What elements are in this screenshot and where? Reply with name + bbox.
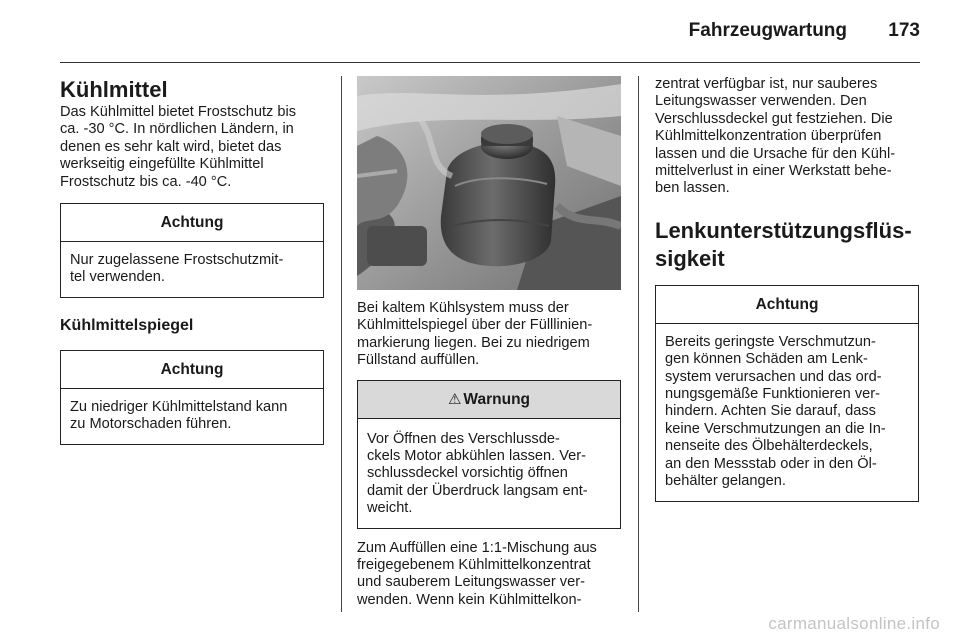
text-line: gen können Schäden am Lenk- — [665, 351, 868, 368]
warning-box — [357, 380, 621, 529]
coolant-reservoir-photo — [357, 76, 621, 290]
page-header — [0, 20, 920, 46]
caution-box-level — [60, 350, 324, 445]
text-line: zentrat verfügbar ist, nur sauberes — [655, 76, 878, 92]
text-line: Bei kaltem Kühlsystem muss der — [357, 300, 569, 316]
text-line: Füllstand auffüllen. — [357, 352, 480, 369]
power-steering-heading — [655, 217, 919, 273]
text-line: behälter gelangen. — [665, 473, 786, 490]
warning-title-bar — [358, 381, 620, 419]
text-line: Zum Auffüllen eine 1:1-Mischung aus — [357, 539, 597, 556]
text-line: an den Messstab oder in den Öl- — [665, 455, 877, 472]
text-line: markierung liegen. Bei zu niedrigem — [357, 334, 590, 351]
column-divider — [638, 76, 639, 612]
text-line: Vor Öffnen des Verschlussde- — [367, 430, 560, 447]
refill-text — [357, 540, 621, 610]
warning-triangle-icon: ⚠ — [447, 390, 462, 408]
text-line: damit der Überdruck langsam ent- — [367, 482, 588, 499]
caution-title: Achtung — [61, 351, 323, 389]
caution-title: Achtung — [656, 286, 918, 324]
text-line: nenseite des Ölbehälterdeckels, — [665, 438, 873, 455]
refill-text-continued — [655, 76, 919, 198]
text-line: Bereits geringste Verschmutzun- — [665, 333, 876, 350]
text-line: Das Kühlmittel bietet Frostschutz bis — [60, 104, 297, 120]
column-1 — [60, 76, 324, 445]
text-line: nungsgemäße Funktionieren ver- — [665, 386, 880, 403]
text-line: tel verwenden. — [70, 269, 165, 286]
text-line: weicht. — [367, 500, 413, 517]
text-line: denen es sehr kalt wird, bietet das — [60, 138, 282, 155]
caution-box-antifreeze — [60, 203, 324, 298]
caution-text — [656, 324, 918, 501]
text-line: keine Verschmutzungen an die In- — [665, 420, 886, 437]
coolant-level-text — [357, 300, 621, 370]
text-line: werkseitig eingefüllte Kühlmittel — [60, 156, 264, 173]
text-line: mittelverlust in einer Werkstatt behe- — [655, 163, 892, 180]
text-line: Frostschutz bis ca. -40 °C. — [60, 173, 232, 190]
text-line: Verschlussdeckel gut festziehen. Die — [655, 110, 893, 127]
column-3 — [655, 76, 919, 502]
text-line: ckels Motor abkühlen lassen. Ver- — [367, 448, 587, 465]
caution-text — [61, 242, 323, 297]
coolant-heading: Kühlmittel — [60, 77, 168, 102]
text-line: ben lassen. — [655, 180, 730, 197]
text-line: Nur zugelassene Frostschutzmit- — [70, 252, 284, 269]
text-line: lassen und die Ursache für den Kühl- — [655, 145, 896, 162]
coolant-level-subheading: Kühlmittelspiegel — [60, 316, 194, 334]
heading-line: sigkeit — [655, 245, 725, 271]
page-number: 173 — [888, 20, 920, 41]
warning-text — [358, 419, 620, 528]
section-title: Fahrzeugwartung — [688, 20, 848, 41]
text-line: und sauberem Leitungswasser ver- — [357, 574, 585, 591]
heading-line: Lenkunterstützungsflüs- — [655, 217, 912, 243]
caution-title: Achtung — [61, 204, 323, 242]
header-rule — [60, 62, 920, 63]
caution-box-steering — [655, 285, 919, 502]
text-line: Leitungswasser verwenden. Den — [655, 93, 867, 110]
column-divider — [341, 76, 342, 612]
text-line: freigegebenem Kühlmittelkonzentrat — [357, 557, 591, 574]
watermark: carmanualsonline.info — [768, 614, 940, 633]
text-line: wenden. Wenn kein Kühlmittelkon- — [357, 591, 582, 608]
text-line: system verursachen und das ord- — [665, 368, 882, 385]
text-line: Kühlmittelkonzentration überprüfen — [655, 128, 882, 145]
text-line: ca. -30 °C. In nördlichen Ländern, in — [60, 121, 294, 138]
column-2 — [357, 76, 621, 609]
text-line: Kühlmittelspiegel über der Fülllinien- — [357, 317, 593, 334]
text-line: schlussdeckel vorsichtig öffnen — [367, 465, 568, 482]
warning-title: Warnung — [463, 390, 531, 408]
text-line: zu Motorschaden führen. — [70, 416, 232, 433]
caution-text — [61, 389, 323, 444]
coolant-intro — [60, 104, 324, 191]
text-line: Zu niedriger Kühlmittelstand kann — [70, 398, 288, 415]
text-line: hindern. Achten Sie darauf, dass — [665, 403, 876, 420]
